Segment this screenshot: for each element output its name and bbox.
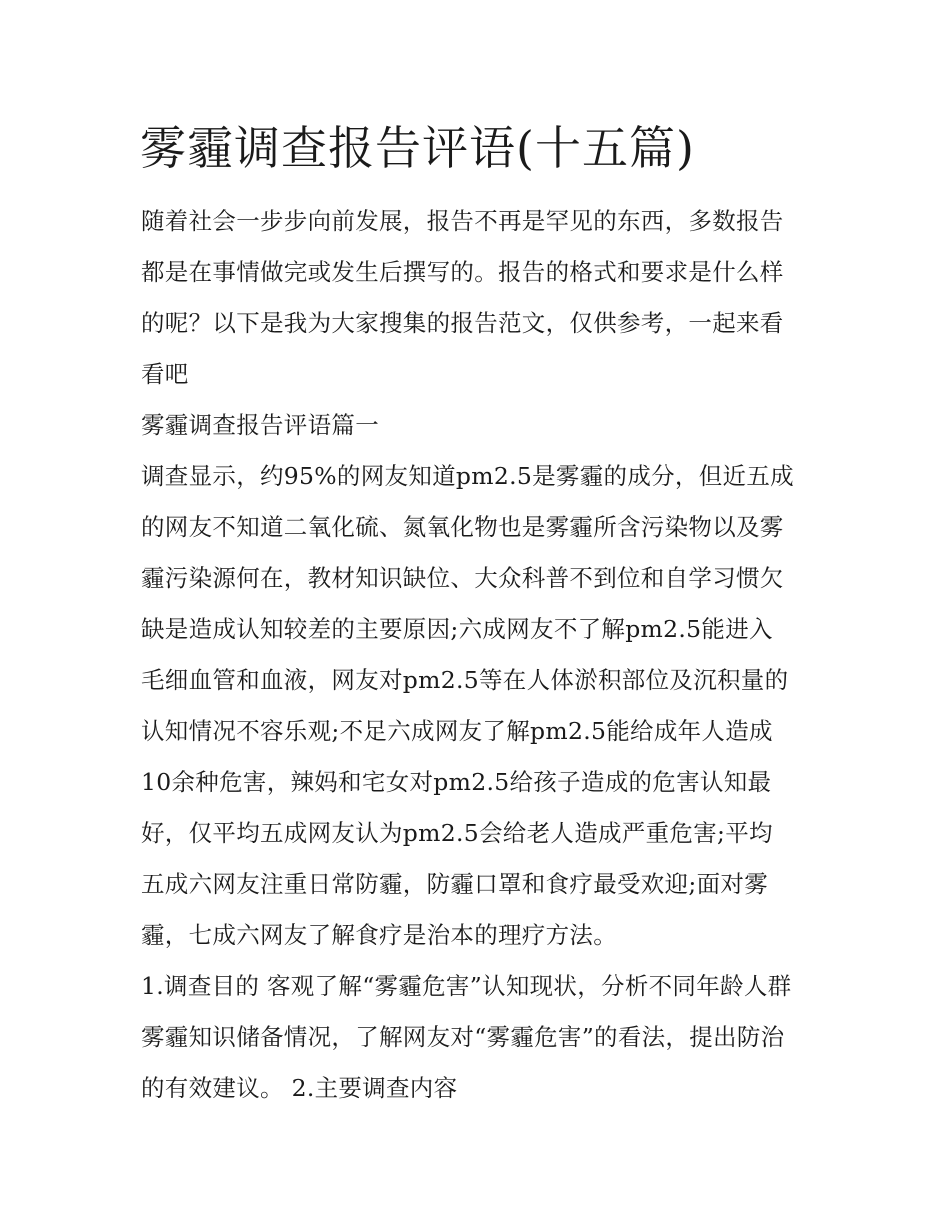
body-line-2: 的网友不知道二氧化硫、氮氧化物也是雾霾所含污染物以及雾 (141, 513, 784, 541)
body-line-5: 毛细血管和血液，网友对pm2.5等在人体淤积部位及沉积量的 (141, 666, 789, 694)
intro-line-3: 的呢？以下是我为大家搜集的报告范文，仅供参考，一起来看 (141, 309, 784, 337)
document-body (141, 196, 813, 1114)
body-line-8: 好，仅平均五成网友认为pm2.5会给老人造成严重危害;平均 (141, 819, 773, 847)
body-line-10: 霾，七成六网友了解食疗是治本的理疗方法。 (141, 921, 617, 949)
purpose-line-2: 雾霾知识储备情况，了解网友对“雾霾危害”的看法，提出防治 (141, 1023, 785, 1051)
intro-line-1: 随着社会一步步向前发展，报告不再是罕见的东西，多数报告 (141, 207, 784, 235)
purpose-line-3: 的有效建议。 2.主要调查内容 (141, 1074, 458, 1102)
body-line-1: 调查显示，约95%的网友知道pm2.5是雾霾的成分，但近五成 (141, 462, 794, 490)
document-title: 雾霾调查报告评语(十五篇) (140, 121, 695, 175)
body-line-9: 五成六网友注重日常防霾，防霾口罩和食疗最受欢迎;面对雾 (141, 870, 769, 898)
section-heading: 雾霾调查报告评语篇一 (141, 411, 379, 439)
purpose-line-1: 1.调查目的 客观了解“雾霾危害”认知现状，分析不同年龄人群 (141, 972, 792, 1000)
body-line-7: 10余种危害，辣妈和宅女对pm2.5给孩子造成的危害认知最 (141, 768, 772, 796)
body-line-4: 缺是造成认知较差的主要原因;六成网友不了解pm2.5能进入 (141, 615, 773, 643)
body-line-6: 认知情况不容乐观;不足六成网友了解pm2.5能给成年人造成 (141, 717, 773, 745)
intro-line-2: 都是在事情做完或发生后撰写的。报告的格式和要求是什么样 (141, 258, 784, 286)
intro-line-4: 看吧 (141, 360, 189, 388)
body-line-3: 霾污染源何在，教材知识缺位、大众科普不到位和自学习惯欠 (141, 564, 784, 592)
